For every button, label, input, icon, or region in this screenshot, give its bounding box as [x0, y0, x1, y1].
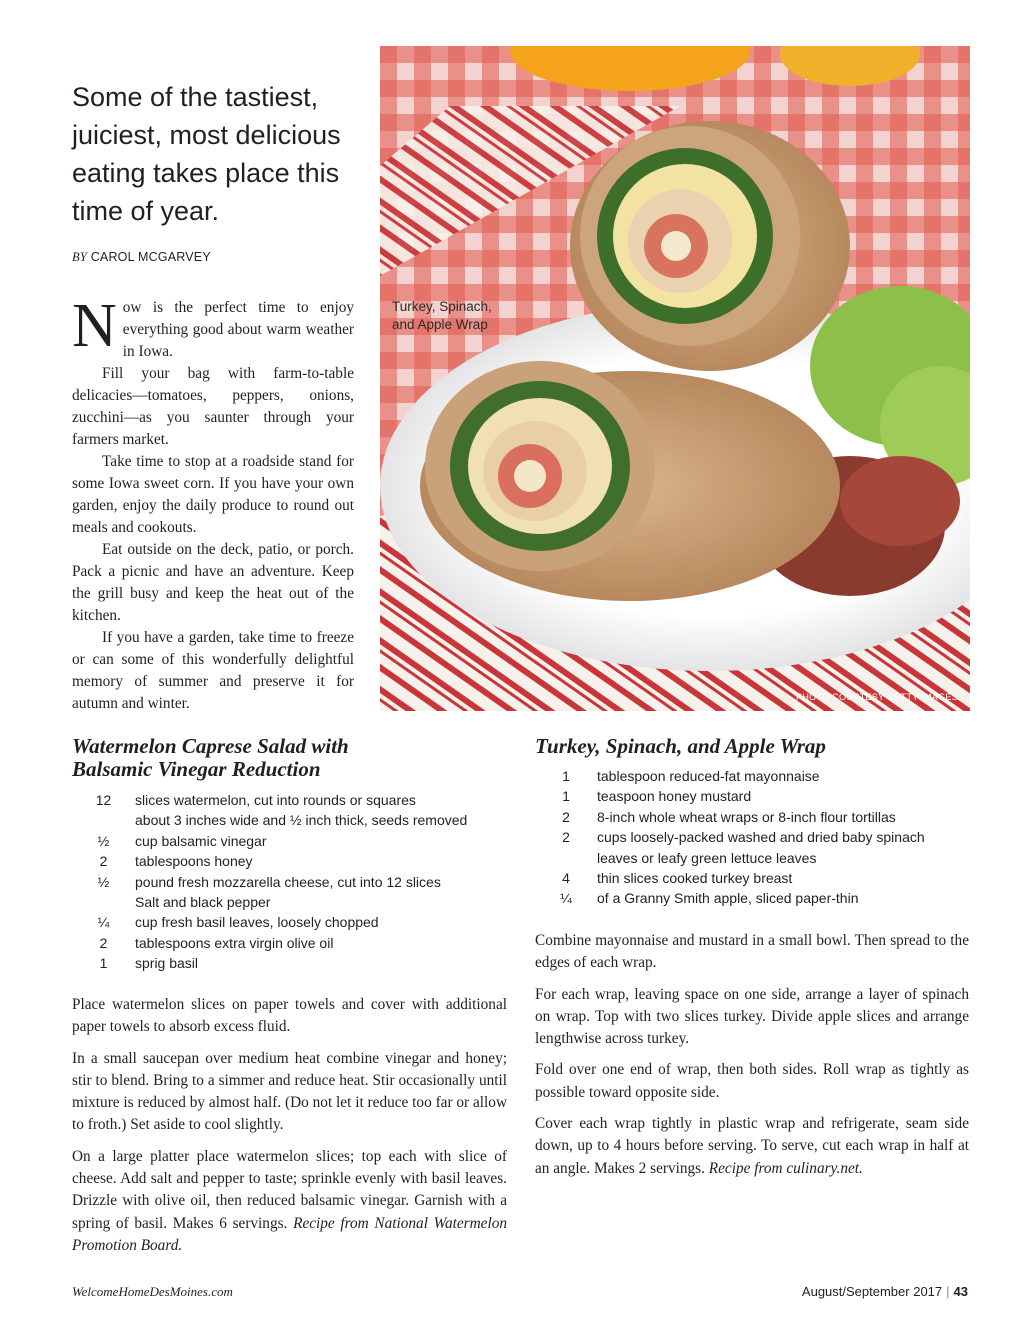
ingredient-qty: 1	[562, 768, 570, 784]
ingredient-qty: ½	[97, 873, 110, 890]
ingredient-row	[72, 933, 512, 953]
ingredient-row	[535, 888, 965, 908]
recipe-2-ingredients	[535, 766, 965, 909]
ingredient-text: teaspoon honey mustard	[597, 788, 752, 805]
ingredient-qty: 2	[562, 829, 570, 846]
ingredient-row	[72, 892, 512, 912]
ingredient-text: slices watermelon, cut into rounds or squares	[135, 792, 416, 808]
ingredient-qty: 12	[95, 792, 112, 808]
direction-step-last	[535, 1113, 969, 1180]
recipe-1-ingredients	[72, 790, 512, 974]
ingredient-text: about 3 inches wide and ½ inch thick, seeds removed	[135, 812, 468, 829]
byline-author: CAROL MCGARVEY	[90, 250, 211, 264]
ingredient-text: pound fresh mozzarella cheese, cut into 12 slices	[135, 873, 441, 890]
photo-credit: PHOTO COURTESY GETTY IMAGES	[796, 692, 958, 702]
drop-cap: N	[72, 292, 117, 360]
byline	[72, 250, 211, 265]
ingredient-row	[535, 766, 965, 786]
ingredient-row	[72, 810, 512, 830]
direction-step: Fold over one end of wrap, then both sides. Roll wrap as tightly as possible toward opposite side.	[535, 1061, 969, 1101]
ingredient-qty	[72, 810, 135, 830]
ingredient-qty	[535, 848, 597, 868]
ingredient-row	[72, 851, 512, 871]
ingredient-qty: 1	[562, 788, 570, 805]
ingredient-qty: ¼	[97, 914, 110, 931]
recipe-1-title-line-1: Watermelon Caprese Salad with	[72, 734, 349, 758]
ingredient-text: leaves or leafy green lettuce leaves	[597, 849, 817, 866]
photo-caption-line-1: Turkey, Spinach,	[392, 299, 492, 314]
ingredient-qty: ¼	[560, 890, 572, 907]
ingredient-row	[72, 790, 512, 810]
wrap-photo-illustration	[380, 46, 970, 711]
byline-by: BY	[72, 250, 87, 264]
ingredient-row	[535, 807, 965, 827]
ingredient-qty: 2	[99, 853, 108, 870]
ingredient-text: tablespoon reduced-fat mayonnaise	[597, 768, 820, 784]
ingredient-qty: 4	[562, 870, 570, 887]
intro-paragraph-5: If you have a garden, take time to freeze or can some of this wonderfully delightful memory of summer and preserve it for autumn and winter.	[72, 629, 354, 712]
direction-step-last	[72, 1146, 507, 1257]
direction-step: Place watermelon slices on paper towels and cover with additional paper towels to absorb excess fluid.	[72, 996, 507, 1036]
ingredient-qty: ½	[97, 832, 110, 849]
recipe-1-title-line-2: Balsamic Vinegar Reduction	[72, 757, 321, 781]
footer-issue	[802, 1284, 968, 1299]
intro-paragraph-4: Eat outside on the deck, patio, or porch. Pack a picnic and have an adventure. Keep the grill busy and keep the heat out of the kitchen.	[72, 541, 354, 624]
intro-paragraph-1-text: ow is the perfect time to enjoy everything good about warm weather in Iowa.	[122, 299, 354, 360]
ingredient-qty: 2	[562, 808, 570, 825]
ingredient-text: cup balsamic vinegar	[135, 832, 267, 849]
recipe-1-directions	[72, 994, 507, 1266]
wrap-photo	[380, 46, 970, 711]
intro-paragraph-3: Take time to stop at a roadside stand for some Iowa sweet corn. If you have your own garden, enjoy the daily produce to round out meals and cookouts.	[72, 453, 354, 536]
recipe-2-source: Recipe from culinary.net.	[708, 1159, 863, 1177]
ingredient-qty: 1	[99, 955, 108, 972]
recipe-1-source: Recipe from National Watermelon Promotion Board.	[72, 1214, 508, 1254]
page-number: 43	[953, 1284, 968, 1299]
ingredient-row	[535, 848, 965, 868]
direction-step: For each wrap, leaving space on one side, arrange a layer of spinach on wrap. Top with two slices turkey. Divide apple slices and arrange lengthwise across turkey.	[535, 985, 969, 1048]
ingredient-text: 8-inch whole wheat wraps or 8-inch flour tortillas	[597, 808, 896, 825]
ingredient-row	[72, 831, 512, 851]
article-headline: Some of the tastiest, juiciest, most delicious eating takes place this time of year.	[72, 82, 341, 226]
ingredient-row	[72, 912, 512, 932]
ingredient-row	[535, 827, 965, 847]
direction-step-text: Cover each wrap tightly in plastic wrap and refrigerate, seam side down, up to 4 hours before serving. To serve, cut each wrap in half at an angle. Makes 2 servings.	[535, 1115, 969, 1177]
ingredient-row	[535, 868, 965, 888]
ingredient-row	[535, 786, 965, 806]
ingredient-text: tablespoons honey	[135, 853, 253, 870]
ingredient-text: sprig basil	[135, 955, 199, 972]
ingredient-text: thin slices cooked turkey breast	[597, 870, 793, 887]
ingredient-text: Salt and black pepper	[135, 894, 271, 911]
ingredient-text: cups loosely-packed washed and dried baby spinach	[597, 829, 925, 846]
photo-caption	[392, 298, 492, 334]
ingredient-text: tablespoons extra virgin olive oil	[135, 934, 334, 951]
ingredient-qty	[72, 892, 135, 912]
footer-issue-date: August/September 2017	[801, 1284, 943, 1299]
ingredient-row	[72, 872, 512, 892]
photo-caption-line-2: and Apple Wrap	[392, 317, 488, 332]
ingredient-text: of a Granny Smith apple, sliced paper-thin	[597, 890, 859, 907]
intro-paragraph-1	[72, 292, 354, 363]
intro-paragraph-2: Fill your bag with farm-to-table delicacies—tomatoes, peppers, onions, zucchini—as you saunter through your farmers market.	[72, 365, 354, 448]
intro-body	[72, 292, 354, 715]
recipe-2-directions	[535, 930, 969, 1189]
direction-step: In a small saucepan over medium heat combine vinegar and honey; stir to blend. Bring to a simmer and reduce heat. Stir occasionally until mixture is reduced by almost half. (Do not let it reduce too far or allow to froth.) Set aside to cool slightly.	[72, 1049, 507, 1134]
direction-step-text: On a large platter place watermelon slices; top each with slice of cheese. Add salt and pepper to taste; sprinkle evenly with basil leaves. Drizzle with olive oil, then reduced balsamic vinegar. Garnish with a spring of basil. Makes 6 servings.	[72, 1147, 507, 1232]
direction-step: Combine mayonnaise and mustard in a small bowl. Then spread to the edges of each wrap.	[535, 932, 969, 972]
ingredient-row	[72, 953, 512, 973]
recipe-2-title: Turkey, Spinach, and Apple Wrap	[535, 734, 826, 758]
footer-separator: |	[946, 1284, 950, 1299]
ingredient-text: cup fresh basil leaves, loosely chopped	[135, 914, 379, 931]
recipe-1-title	[72, 735, 492, 781]
ingredient-qty: 2	[99, 934, 108, 951]
footer-website: WelcomeHomeDesMoines.com	[72, 1284, 233, 1299]
